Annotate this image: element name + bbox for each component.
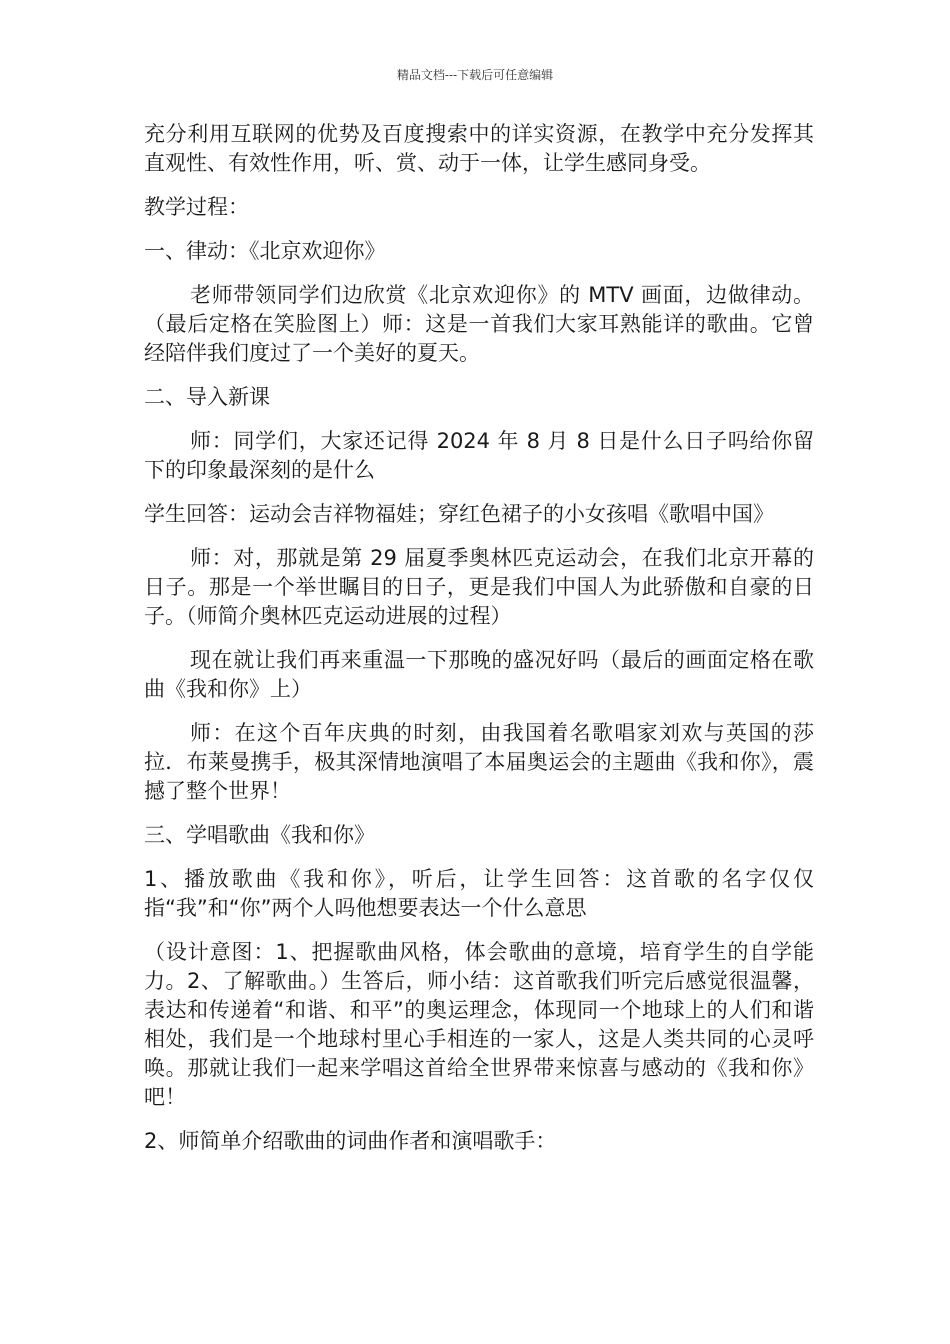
document-body	[144, 120, 814, 1171]
section-heading: 教学过程：	[144, 195, 249, 219]
paragraph: （设计意图：1、把握歌曲风格，体会歌曲的意境，培育学生的自学能力。2、了解歌曲。）生答后，师小结：这首歌我们听完后感觉很温馨，表达和传递着“和谐、和平”的奥运理念，体现同一个地球上的人们和谐相处，我们是一个地球村里心手相连的一家人，这是人类共同的心灵呼唤。那就让我们一起来学唱这首给全世界带来惊喜与感动的《我和你》吧！	[144, 940, 814, 1109]
paragraph: 老师带领同学们边欣赏《北京欢迎你》的 MTV 画面，边做律动。（最后定格在笑脸图上）师：这是一首我们大家耳熟能详的歌曲。它曾经陪伴我们度过了一个美好的夏天。	[144, 283, 814, 365]
page-header: 精品文档---下载后可任意编辑	[396, 68, 554, 82]
paragraph: 师：在这个百年庆典的时刻，由我国着名歌唱家刘欢与英国的莎拉．布莱曼携手，极其深情地演唱了本届奥运会的主题曲《我和你》，震撼了整个世界！	[144, 721, 814, 803]
paragraph: 2、师简单介绍歌曲的词曲作者和演唱歌手：	[144, 1129, 557, 1153]
paragraph: 师：对，那就是第 29 届夏季奥林匹克运动会，在我们北京开幕的日子。那是一个举世瞩目的日子，更是我们中国人为此骄傲和自豪的日子。（师简介奥林匹克运动进展的过程）	[144, 546, 814, 628]
paragraph: 现在就让我们再来重温一下那晚的盛况好吗（最后的画面定格在歌曲《我和你》上）	[144, 648, 814, 701]
paragraph: 师：同学们，大家还记得 2024 年 8 月 8 日是什么日子吗给你留下的印象最深刻的是什么	[144, 429, 814, 482]
paragraph: 充分利用互联网的优势及百度搜索中的详实资源，在教学中充分发挥其直观性、有效性作用，听、赏、动于一体，让学生感同身受。	[144, 122, 814, 175]
paragraph: 1、播放歌曲《我和你》，听后，让学生回答：这首歌的名字仅仅指“我”和“你”两个人吗他想要表达一个什么意思	[144, 867, 814, 920]
section-heading: 一、律动：《北京欢迎你》	[144, 239, 386, 263]
section-heading: 三、学唱歌曲《我和你》	[144, 823, 375, 847]
section-heading: 二、导入新课	[144, 385, 270, 409]
paragraph: 学生回答：运动会吉祥物福娃；穿红色裙子的小女孩唱《歌唱中国》	[144, 502, 774, 526]
